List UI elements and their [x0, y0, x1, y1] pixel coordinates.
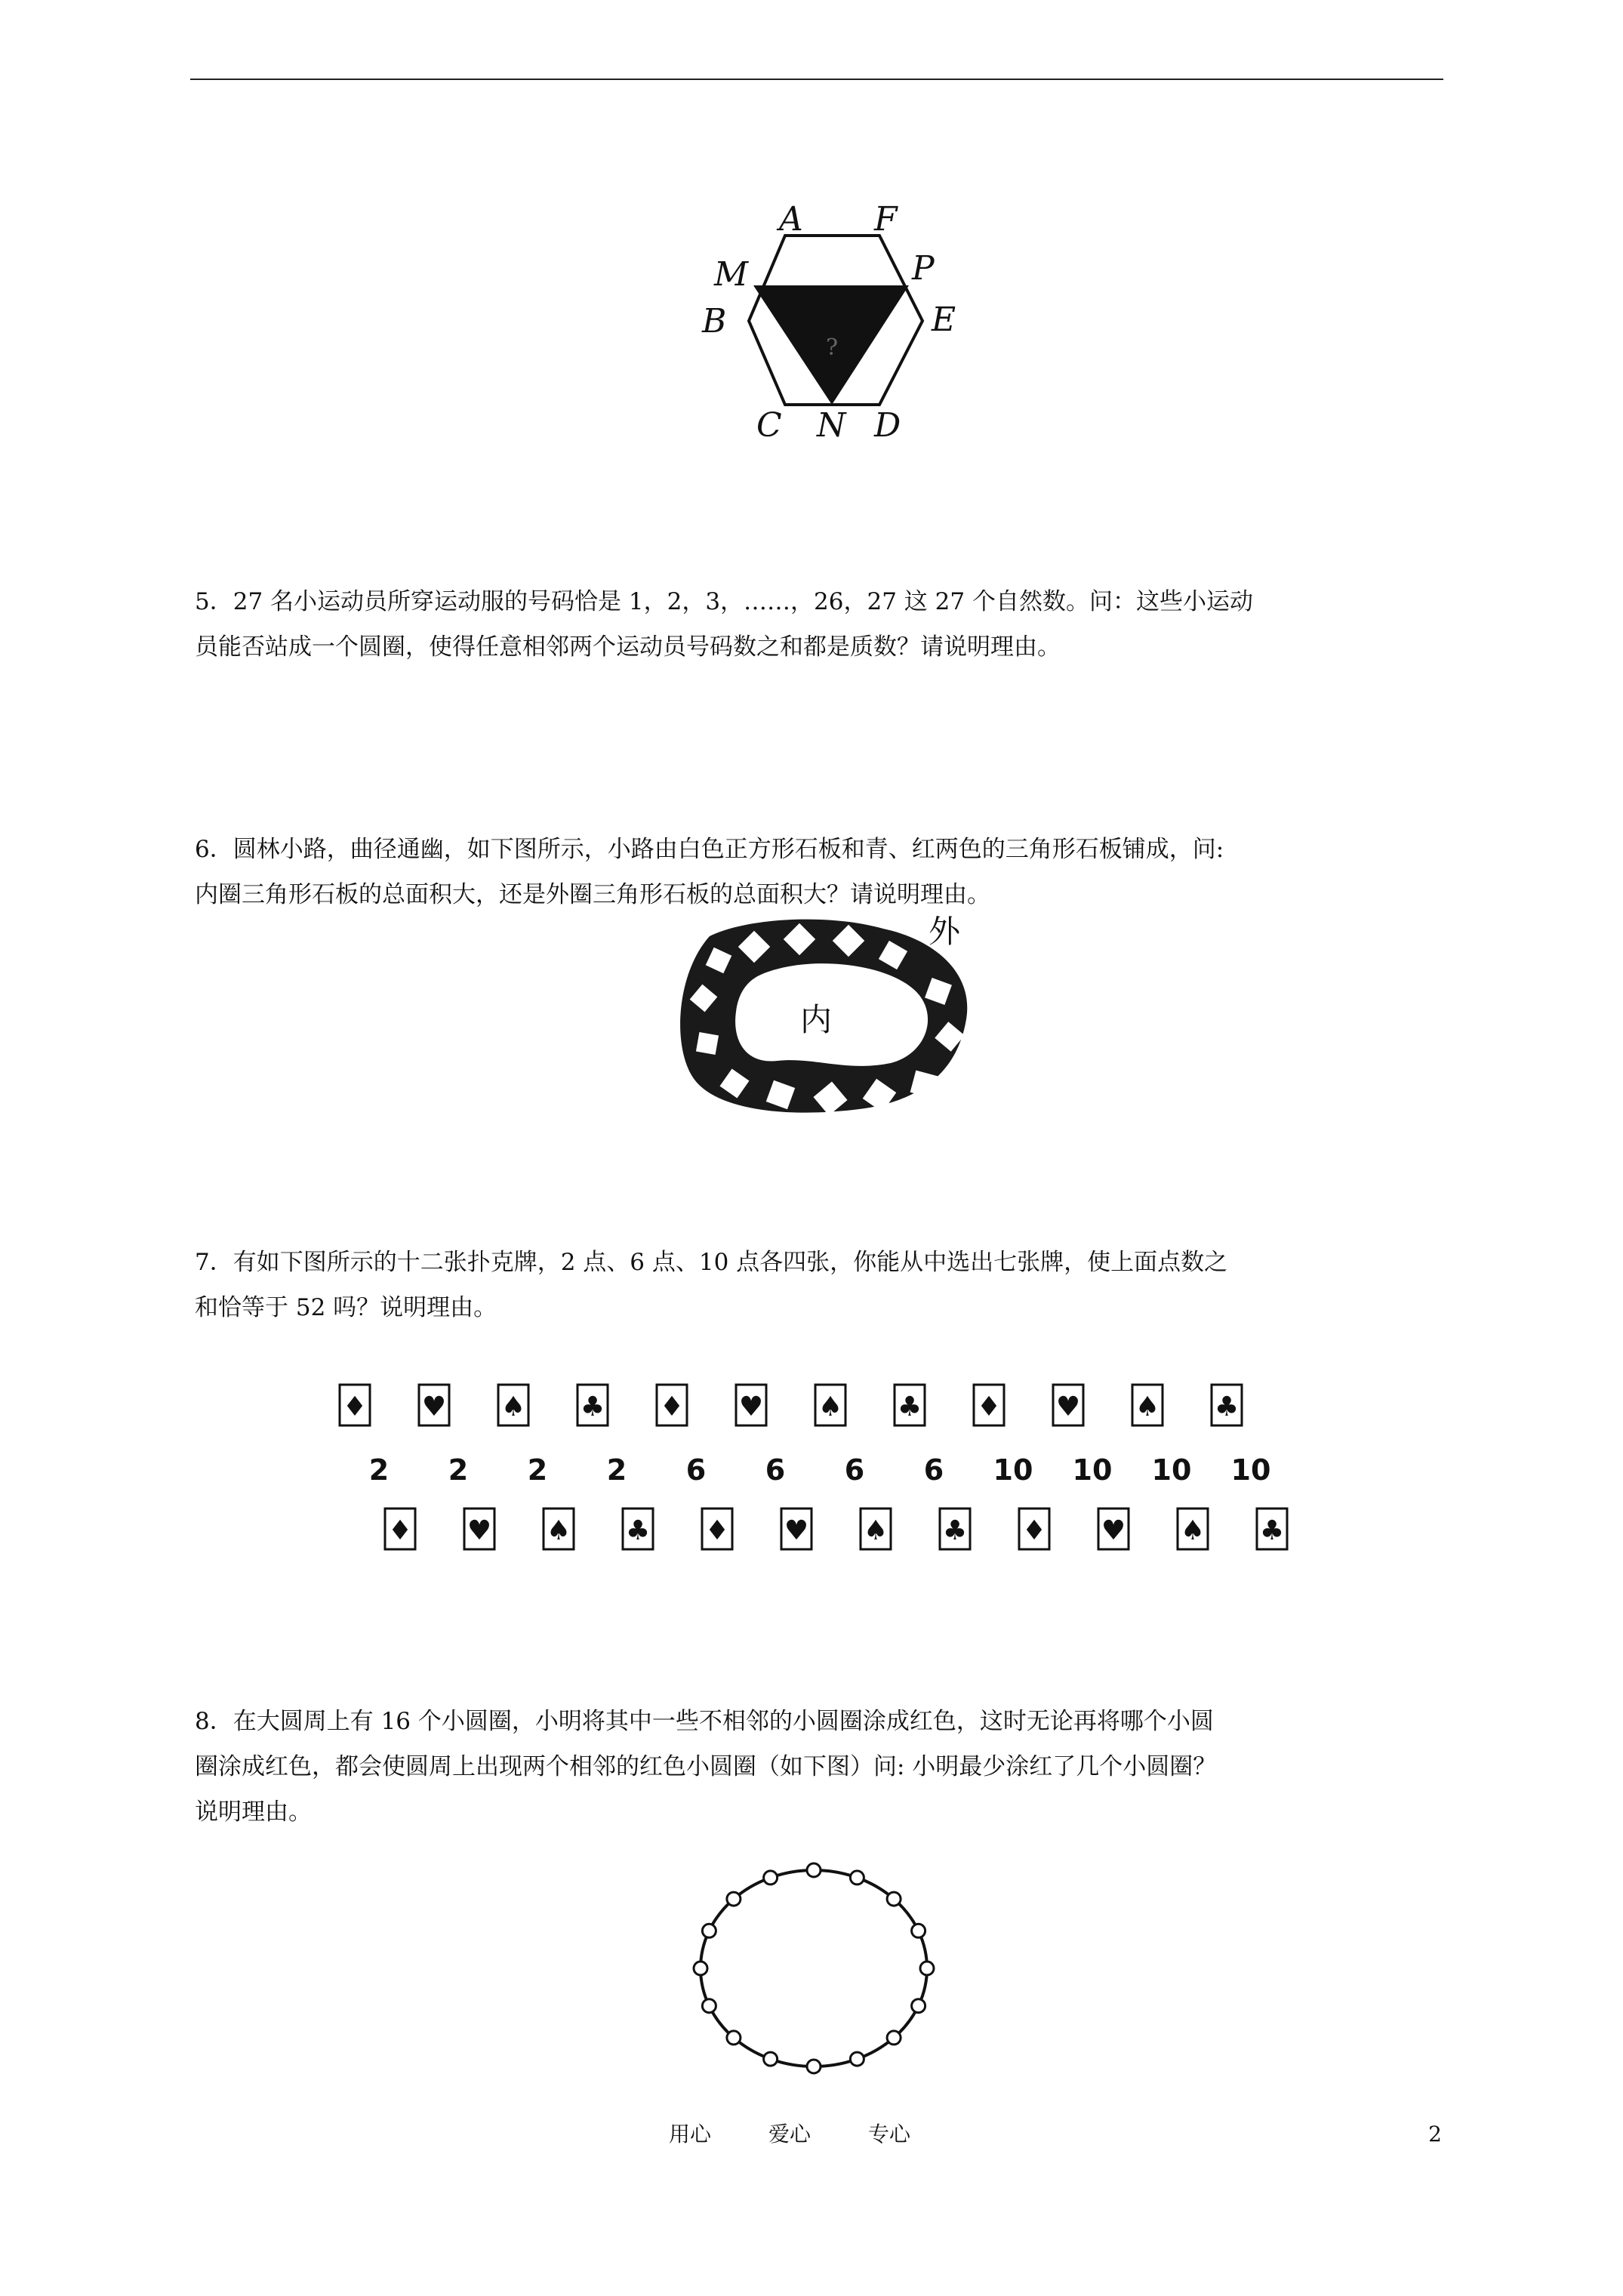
- small-circle-9: [807, 2060, 821, 2073]
- footer-left: 用心: [669, 2122, 712, 2147]
- small-circle-8: [850, 2052, 864, 2066]
- small-circle-5: [920, 1962, 934, 1975]
- garden-path-figure: [657, 906, 989, 1125]
- card-value-1: 2: [368, 1453, 390, 1487]
- inner-label: 内: [800, 1001, 833, 1038]
- top-card-2-heart-icon: ♥: [421, 1391, 447, 1422]
- bottom-card-12: [1257, 1509, 1287, 1549]
- header-rule: [190, 79, 1443, 80]
- bottom-card-4-club-icon: ♣: [625, 1515, 651, 1546]
- card-value-3: 2: [527, 1453, 548, 1487]
- problem-5-line-2: 员能否站成一个圆圈，使得任意相邻两个运动员号码数之和都是质数？请说明理由。: [195, 633, 1061, 661]
- bottom-card-11: [1178, 1509, 1208, 1549]
- card-value-6: 6: [765, 1453, 786, 1487]
- card-value-8: 6: [923, 1453, 944, 1487]
- top-card-11-spade-icon: ♠: [1135, 1391, 1160, 1422]
- top-card-1-diamond-icon: ♦: [342, 1391, 368, 1422]
- label-d: D: [874, 406, 901, 445]
- problem-8-line-1: 8．在大圆周上有 16 个小圆圈，小明将其中一些不相邻的小圆圈涂成红色，这时无论再将哪个小圆: [195, 1708, 1214, 1735]
- card-value-2: 2: [448, 1453, 469, 1487]
- label-m: M: [714, 255, 749, 294]
- label-a: A: [779, 200, 803, 239]
- center-mark: ?: [826, 334, 839, 361]
- card-value-12: 10: [1230, 1453, 1271, 1487]
- small-circle-13: [694, 1962, 707, 1975]
- small-circle-6: [912, 1999, 925, 2013]
- problem-5-line-1: 5．27 名小运动员所穿运动服的号码恰是 1，2，3，……，26，27 这 27 个自然数。问：这些小运动: [195, 588, 1253, 615]
- top-card-10: [1053, 1385, 1083, 1425]
- card-value-7: 6: [844, 1453, 865, 1487]
- label-p: P: [912, 249, 935, 288]
- top-card-5: [657, 1385, 687, 1425]
- bottom-card-6-heart-icon: ♥: [784, 1515, 809, 1546]
- outer-label: 外: [929, 913, 961, 950]
- bottom-card-2: [464, 1509, 494, 1549]
- small-circle-7: [887, 2031, 901, 2045]
- bottom-card-10-heart-icon: ♥: [1101, 1515, 1126, 1546]
- small-circle-10: [764, 2052, 778, 2066]
- top-card-3: [498, 1385, 528, 1425]
- problem-8-line-2: 圈涂成红色，都会使圆周上出现两个相邻的红色小圆圈（如下图）问: 小明最少涂红了几个小圆圈？: [195, 1753, 1217, 1780]
- bottom-card-3: [544, 1509, 574, 1549]
- bottom-card-10: [1098, 1509, 1129, 1549]
- top-card-9-diamond-icon: ♦: [976, 1391, 1002, 1422]
- top-card-12-club-icon: ♣: [1214, 1391, 1240, 1422]
- label-f: F: [874, 200, 898, 239]
- bottom-card-5: [702, 1509, 732, 1549]
- bottom-card-8-club-icon: ♣: [942, 1515, 968, 1546]
- top-card-12: [1212, 1385, 1242, 1425]
- bottom-card-8: [940, 1509, 970, 1549]
- problem-8-line-3: 说明理由。: [195, 1798, 312, 1826]
- small-circle-15: [727, 1892, 741, 1906]
- top-card-4-club-icon: ♣: [580, 1391, 605, 1422]
- problem-6-line-1: 6．圆林小路，曲径通幽，如下图所示，小路由白色正方形石板和青、红两色的三角形石板铺成，问:: [195, 836, 1224, 863]
- top-card-5-diamond-icon: ♦: [659, 1391, 685, 1422]
- bottom-card-2-heart-icon: ♥: [467, 1515, 492, 1546]
- playing-cards-figure: [332, 1374, 1313, 1563]
- bottom-card-6: [781, 1509, 812, 1549]
- bottom-card-11-spade-icon: ♠: [1180, 1515, 1206, 1546]
- bottom-card-1-diamond-icon: ♦: [387, 1515, 413, 1546]
- small-circle-3: [887, 1892, 901, 1906]
- top-card-1: [340, 1385, 370, 1425]
- card-value-5: 6: [685, 1453, 707, 1487]
- card-value-9: 10: [993, 1453, 1033, 1487]
- footer-middle: 爱心: [768, 2122, 812, 2147]
- problem-7-line-2: 和恰等于 52 吗？说明理由。: [195, 1294, 497, 1321]
- card-value-11: 10: [1151, 1453, 1192, 1487]
- top-card-3-spade-icon: ♠: [500, 1391, 526, 1422]
- top-card-6: [736, 1385, 766, 1425]
- bottom-card-7: [861, 1509, 891, 1549]
- label-b: B: [702, 302, 727, 341]
- bottom-card-9: [1019, 1509, 1049, 1549]
- top-card-11: [1132, 1385, 1163, 1425]
- page-number: 2: [1428, 2122, 1442, 2147]
- small-circle-4: [912, 1924, 925, 1937]
- top-card-8: [895, 1385, 925, 1425]
- small-circle-12: [702, 1999, 716, 2013]
- top-card-2: [419, 1385, 449, 1425]
- small-circle-14: [702, 1924, 716, 1937]
- bottom-card-5-diamond-icon: ♦: [704, 1515, 730, 1546]
- top-card-10-heart-icon: ♥: [1055, 1391, 1081, 1422]
- bottom-card-7-spade-icon: ♠: [863, 1515, 888, 1546]
- circle-figure: [687, 1857, 944, 2084]
- hexagon-figure: [679, 196, 981, 453]
- top-card-4: [577, 1385, 608, 1425]
- small-circle-1: [807, 1863, 821, 1877]
- card-value-4: 2: [606, 1453, 627, 1487]
- small-circle-11: [727, 2031, 741, 2045]
- top-card-9: [974, 1385, 1004, 1425]
- label-c: C: [756, 406, 782, 445]
- bottom-card-3-spade-icon: ♠: [546, 1515, 571, 1546]
- small-circle-16: [764, 1871, 778, 1885]
- bottom-card-9-diamond-icon: ♦: [1021, 1515, 1047, 1546]
- bottom-card-1: [385, 1509, 415, 1549]
- top-card-7-spade-icon: ♠: [818, 1391, 843, 1422]
- top-card-8-club-icon: ♣: [897, 1391, 922, 1422]
- bottom-card-4: [623, 1509, 653, 1549]
- footer-right: 专心: [868, 2122, 911, 2147]
- problem-7-line-1: 7．有如下图所示的十二张扑克牌，2 点、6 点、10 点各四张，你能从中选出七张牌，使上面点数之: [195, 1249, 1228, 1276]
- top-card-6-heart-icon: ♥: [738, 1391, 764, 1422]
- label-n: N: [817, 406, 846, 445]
- top-card-7: [815, 1385, 845, 1425]
- bottom-card-12-club-icon: ♣: [1259, 1515, 1285, 1546]
- card-value-10: 10: [1072, 1453, 1113, 1487]
- small-circle-2: [850, 1871, 864, 1885]
- label-e: E: [932, 300, 956, 339]
- problem-6-line-2: 内圈三角形石板的总面积大，还是外圈三角形石板的总面积大？请说明理由。: [195, 881, 990, 908]
